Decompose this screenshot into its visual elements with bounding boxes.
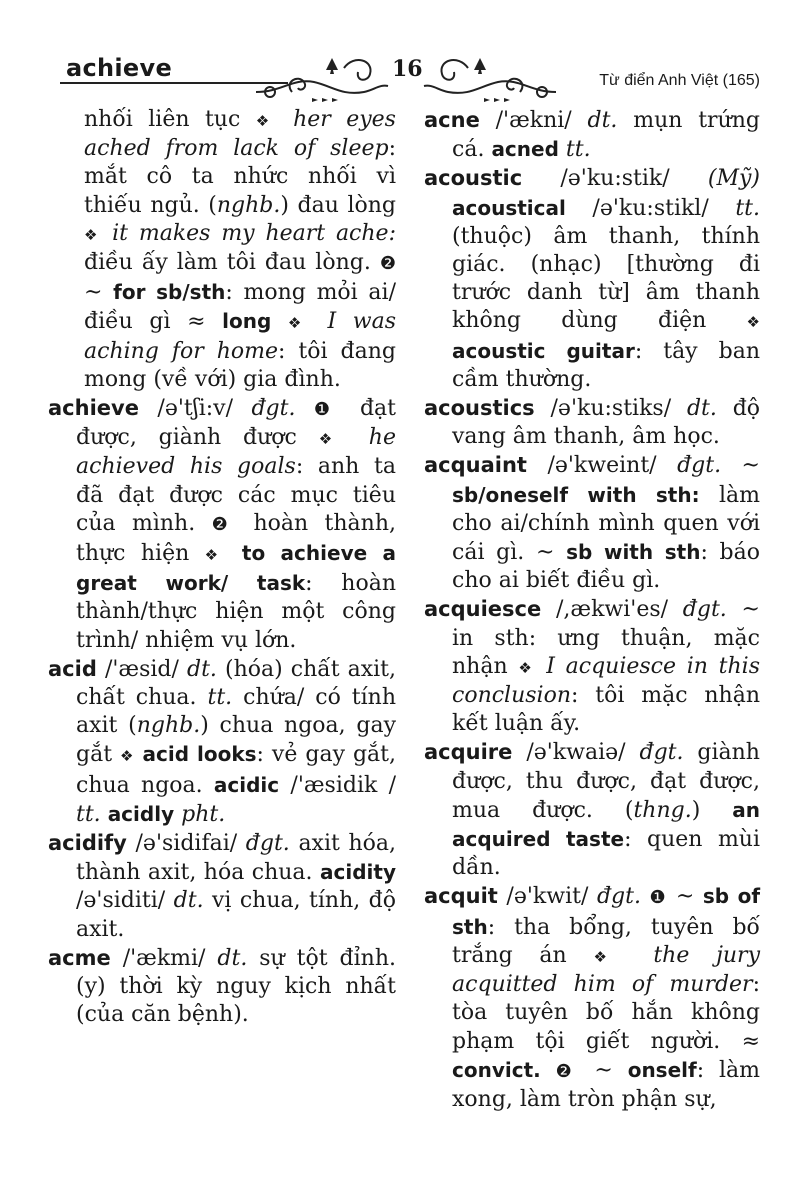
translation-text: : anh ta đã đạt được các mục tiêu của mình. — [76, 454, 396, 536]
example-text: her eyes ached from lack of sleep — [84, 107, 396, 162]
synonym-symbol: ≈ — [187, 309, 206, 335]
sense-text: axit hóa, thành axit, hóa chua. — [76, 831, 396, 886]
sense-text: đạt được, giành được — [76, 396, 396, 451]
entry-acidify — [48, 829, 396, 944]
sense-text: (hóa) chất axit, chất chua. — [76, 656, 397, 711]
page-header — [0, 0, 800, 110]
page-number: 16 — [392, 56, 423, 82]
example-text: it makes my heart ache: — [112, 220, 396, 246]
translation-text: : mắt cô ta nhức nhối vì thiếu ngủ. ( — [84, 136, 396, 218]
phrase-bold: sb/oneself with sth: — [452, 482, 700, 507]
pronunciation: /ə'kwit/ — [506, 884, 589, 910]
pronunciation: /ə'sidifai/ — [135, 831, 238, 857]
translation-text: : tôi mặc nhận kết luận ấy. — [452, 683, 760, 737]
example-marker-icon: ❖ — [204, 546, 227, 565]
guide-word: achieve — [66, 54, 173, 82]
headword: acne — [424, 108, 480, 132]
translation-text: : báo cho ai biết điều gì. — [452, 540, 760, 594]
part-of-speech: tt. — [735, 195, 761, 221]
pronunciation: /'æsidik / — [290, 772, 396, 798]
flourish-right-icon — [420, 48, 560, 104]
sense-number-icon: ❶ — [649, 887, 668, 909]
sense-text: hoàn thành, thực hiện — [76, 510, 396, 567]
entry-acne — [424, 106, 760, 164]
pronunciation: /'ækni/ — [495, 108, 572, 133]
example-marker-icon: ❖ — [746, 313, 760, 332]
part-of-speech: dt. — [217, 945, 248, 971]
sense-number-icon: ❷ — [211, 513, 238, 535]
sense-number-icon: ❶ — [313, 399, 342, 421]
translation-text: : tây ban cầm thường. — [452, 338, 760, 392]
headword: acquit — [424, 884, 498, 909]
phrase-bold: to achieve a great work/ task — [76, 541, 397, 596]
example-marker-icon: ❖ — [120, 747, 135, 766]
example-text: I acquiesce in this conclusion — [452, 653, 760, 709]
entry-acid — [48, 655, 396, 829]
pronunciation: /ə'ku:stikl/ — [592, 195, 709, 221]
entry-acoustic — [424, 164, 760, 394]
part-of-speech: tt. — [565, 137, 591, 163]
part-of-speech: pht. — [181, 801, 226, 827]
translation-text: : vẻ gay gắt, chua ngoa. — [76, 742, 397, 798]
sense-text: sự tột đỉnh. (y) thời kỳ nguy kịch nhất (của căn bệnh). — [76, 945, 396, 1028]
entry-acquaint — [424, 451, 760, 595]
headword: acoustics — [424, 396, 535, 421]
example-text: I was aching for home — [84, 309, 396, 364]
sense-text: ) đau lòng — [280, 192, 396, 218]
part-of-speech: đgt. — [245, 831, 290, 857]
example-marker-icon: ❖ — [287, 314, 311, 333]
part-of-speech: dt. — [173, 888, 204, 914]
tilde-symbol: ~ — [741, 597, 760, 623]
translation-text: điều ấy làm tôi đau lòng. — [84, 250, 371, 276]
headword: achieve — [48, 396, 139, 421]
entry-aching-continued — [48, 106, 396, 394]
pronunciation: /,ækwi'es/ — [555, 597, 669, 623]
derived-word: acidly — [107, 801, 175, 826]
pronunciation: /ə'ku:stiks/ — [550, 396, 672, 422]
entry-achieve — [48, 394, 396, 655]
sense-text: giành được, thu được, đạt được, mua được. ( — [452, 740, 760, 823]
headword: acme — [48, 945, 111, 970]
headword: acoustic — [424, 166, 523, 191]
example-marker-icon: ❖ — [318, 430, 347, 449]
sense-text: ) chua ngoa, gay gắt — [76, 713, 396, 768]
phrase-bold: for sb/sth — [113, 280, 226, 305]
pronunciation: /'æsid/ — [104, 656, 179, 682]
sense-number-icon: ❷ — [379, 253, 396, 275]
part-of-speech: dt. — [686, 396, 717, 422]
translation-text: làm cho ai/chính mình quen với cái gì. — [452, 482, 760, 566]
headword: acid — [48, 656, 97, 681]
headword: acquiesce — [424, 597, 542, 622]
pronunciation: /ə'ku:stik/ — [560, 166, 670, 192]
phrase-bold: acid looks — [142, 742, 257, 767]
translation-text: : làm xong, làm tròn phận sự, — [452, 1057, 760, 1112]
sense-text: vị chua, tính, độ axit. — [76, 888, 396, 942]
synonym-symbol: ≈ — [741, 1028, 760, 1054]
example-marker-icon: ❖ — [593, 947, 627, 966]
phrase-bold: acoustic guitar — [452, 338, 635, 363]
phrase-bold: sb of sth — [452, 884, 761, 939]
example-text: he achieved his goals — [76, 425, 396, 480]
phrase-bold: sb with sth — [566, 540, 701, 565]
translation-text: : tòa tuyên bố hắn không phạm tội giết người. — [452, 972, 760, 1054]
sense-text: chứa/ có tính axit ( — [76, 685, 396, 739]
sense-text: ) — [691, 797, 701, 823]
part-of-speech: đgt. — [596, 884, 641, 910]
sense-text: in sth: ưng thuận, mặc nhận — [452, 625, 760, 679]
sense-text: (thuộc) âm thanh, thính giác. (nhạc) [thường đi trước danh từ] âm thanh không dùng điện — [452, 223, 760, 334]
entry-acquire — [424, 738, 760, 882]
pronunciation: /ə'siditi/ — [76, 888, 166, 914]
phrase-bold: an acquired taste — [452, 797, 760, 852]
sense-text: nhối liên tục — [84, 107, 241, 132]
translation-text: : quen mùi dần. — [452, 827, 761, 881]
tilde-symbol: ~ — [675, 884, 695, 910]
derived-word: acidity — [320, 860, 396, 885]
headword: acquire — [424, 740, 513, 765]
synonym-bold: convict. — [452, 1057, 541, 1082]
translation-text: : mong mỏi ai/điều gì — [84, 280, 396, 335]
derived-word: acned — [491, 137, 559, 162]
phrase-bold: onself — [627, 1057, 697, 1082]
translation-text: : tôi đang mong (về với) gia đình. — [84, 338, 396, 392]
synonym-bold: long — [222, 309, 272, 334]
translation-text: : hoàn thành/thực hiện một công trình/ nhiệm vụ lớn. — [76, 571, 396, 653]
sense-text: độ vang âm thanh, âm học. — [452, 396, 761, 450]
part-of-speech: dt. — [587, 108, 618, 133]
tilde-symbol: ~ — [741, 453, 760, 479]
part-of-speech: đgt. — [639, 740, 684, 766]
example-text: the jury acquitted him of murder — [452, 942, 760, 998]
usage-label: (Mỹ) — [707, 166, 760, 192]
headword: acquaint — [424, 453, 527, 478]
sense-text: mụn trứng cá. — [452, 108, 760, 163]
tilde-symbol: ~ — [535, 540, 555, 566]
part-of-speech: dt. — [186, 656, 217, 682]
flourish-left-icon — [252, 48, 392, 104]
entry-acquiesce — [424, 595, 760, 738]
example-marker-icon: ❖ — [255, 112, 278, 130]
derived-word: acidic — [213, 772, 280, 797]
example-marker-icon: ❖ — [84, 225, 102, 244]
part-of-speech: đgt. — [677, 453, 722, 479]
pronunciation: /ə'kweint/ — [547, 453, 657, 479]
pronunciation: /ə'kwaiə/ — [526, 740, 626, 766]
pronunciation: /'ækmi/ — [122, 945, 206, 971]
pronunciation: /ə'tʃi:v/ — [157, 396, 233, 422]
part-of-speech: đgt. — [682, 597, 727, 623]
book-title: Từ điển Anh Việt (165) — [599, 72, 760, 89]
translation-text: : tha bổng, tuyên bố trắng án — [452, 914, 760, 968]
tilde-symbol: ~ — [594, 1057, 613, 1083]
usage-label: nghb. — [216, 192, 281, 218]
headword: acidify — [48, 831, 127, 856]
right-column — [424, 106, 760, 1114]
tilde-symbol: ~ — [84, 280, 103, 306]
part-of-speech: đgt. — [251, 396, 296, 422]
part-of-speech: tt. — [76, 801, 101, 827]
entry-acquit — [424, 882, 760, 1114]
usage-label: thng. — [633, 797, 692, 823]
left-column — [48, 106, 396, 1030]
part-of-speech: tt. — [207, 685, 233, 711]
usage-label: nghb. — [136, 713, 201, 739]
variant-word: acoustical — [452, 195, 566, 220]
example-marker-icon: ❖ — [518, 658, 536, 677]
entry-acoustics — [424, 394, 760, 451]
entry-acme — [48, 944, 396, 1030]
sense-number-icon: ❷ — [555, 1060, 580, 1082]
